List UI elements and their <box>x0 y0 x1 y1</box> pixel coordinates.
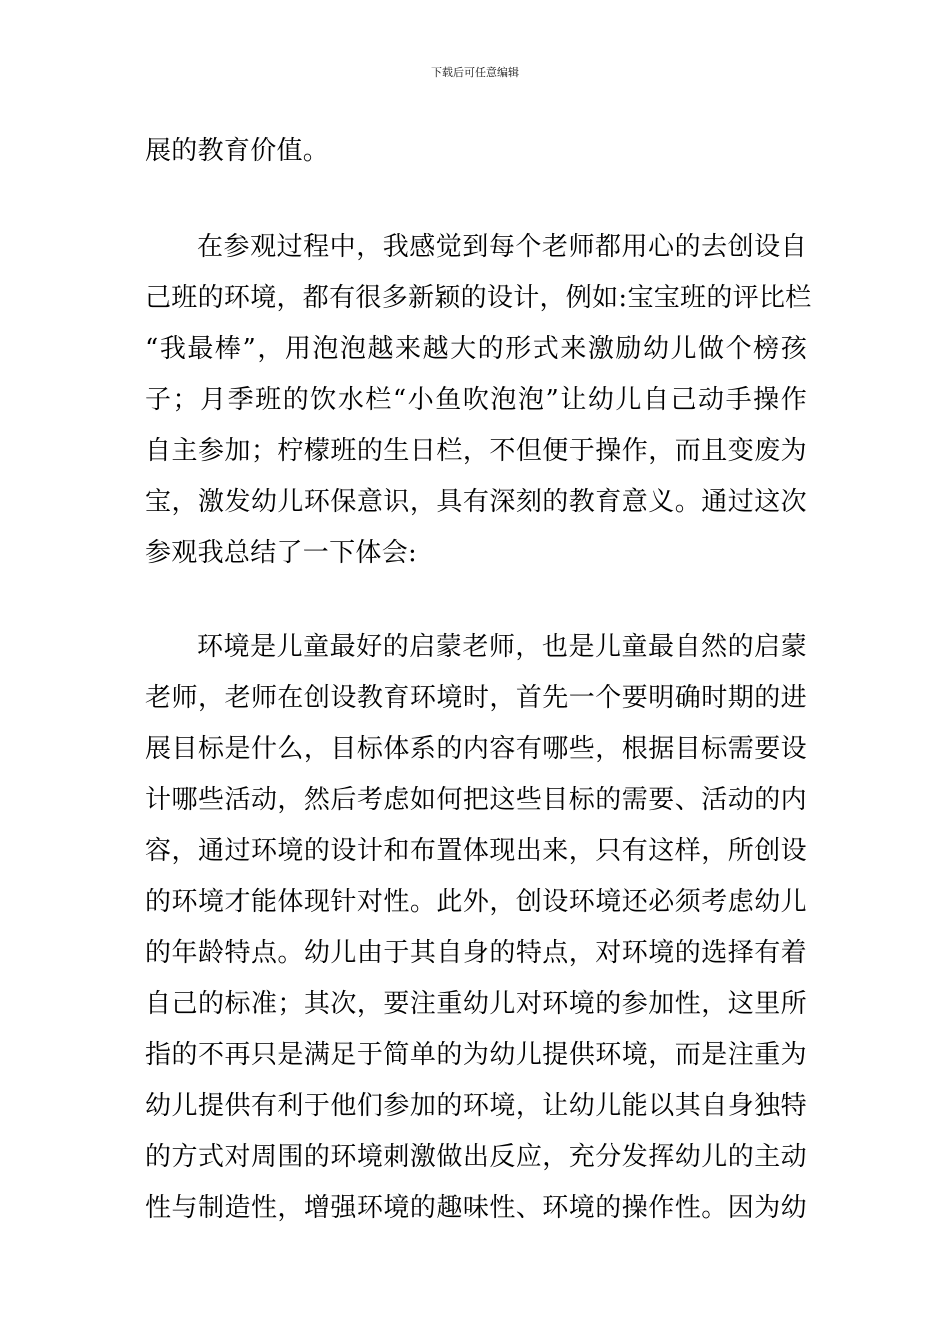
paragraph-line: 子；月季班的饮水栏“小鱼吹泡泡”让幼儿自己动手操作 <box>145 385 807 415</box>
paragraph-2 <box>145 222 812 579</box>
paragraph-line: 参观我总结了一下体会: <box>145 538 418 568</box>
paragraph-line: 指的不再只是满足于简单的为幼儿提供环境，而是注重为 <box>145 1040 807 1070</box>
paragraph-line: “我最棒”，用泡泡越来越大的形式来激励幼儿做个榜孩 <box>145 334 807 364</box>
paragraph-line: 自己的标准；其次，要注重幼儿对环境的参加性，这里所 <box>145 989 807 1019</box>
paragraph-1 <box>145 126 807 177</box>
paragraph-line: 宝，激发幼儿环保意识，具有深刻的教育意义。通过这次 <box>145 487 807 517</box>
paragraph-line: 展目标是什么，目标体系的内容有哪些，根据目标需要设 <box>145 734 807 764</box>
page-header: 下载后可任意编辑 <box>431 66 519 79</box>
paragraph-line: 老师，老师在创设教育环境时，首先一个要明确时期的进 <box>145 683 807 713</box>
paragraph-line: 性与制造性，增强环境的趣味性、环境的操作性。因为幼 <box>145 1193 807 1223</box>
paragraph-line: 幼儿提供有利于他们参加的环境，让幼儿能以其自身独特 <box>145 1091 807 1121</box>
paragraph-line: 计哪些活动，然后考虑如何把这些目标的需要、活动的内 <box>145 785 807 815</box>
paragraph-line: 展的教育价值。 <box>145 136 330 166</box>
paragraph-line: 容，通过环境的设计和布置体现出来，只有这样，所创设 <box>145 836 807 866</box>
paragraph-line: 的年龄特点。幼儿由于其自身的特点，对环境的选择有着 <box>145 938 807 968</box>
paragraph-line: 环境是儿童最好的启蒙老师，也是儿童最自然的启蒙 <box>197 632 807 662</box>
paragraph-line: 的环境才能体现针对性。此外，创设环境还必须考虑幼儿 <box>145 887 807 917</box>
paragraph-line: 的方式对周围的环境刺激做出反应，充分发挥幼儿的主动 <box>145 1142 807 1172</box>
paragraph-line: 己班的环境，都有很多新颖的设计，例如:宝宝班的评比栏 <box>145 283 812 313</box>
paragraph-3 <box>145 622 807 1234</box>
paragraph-line: 在参观过程中，我感觉到每个老师都用心的去创设自 <box>197 232 807 262</box>
paragraph-line: 自主参加；柠檬班的生日栏，不但便于操作，而且变废为 <box>145 436 807 466</box>
